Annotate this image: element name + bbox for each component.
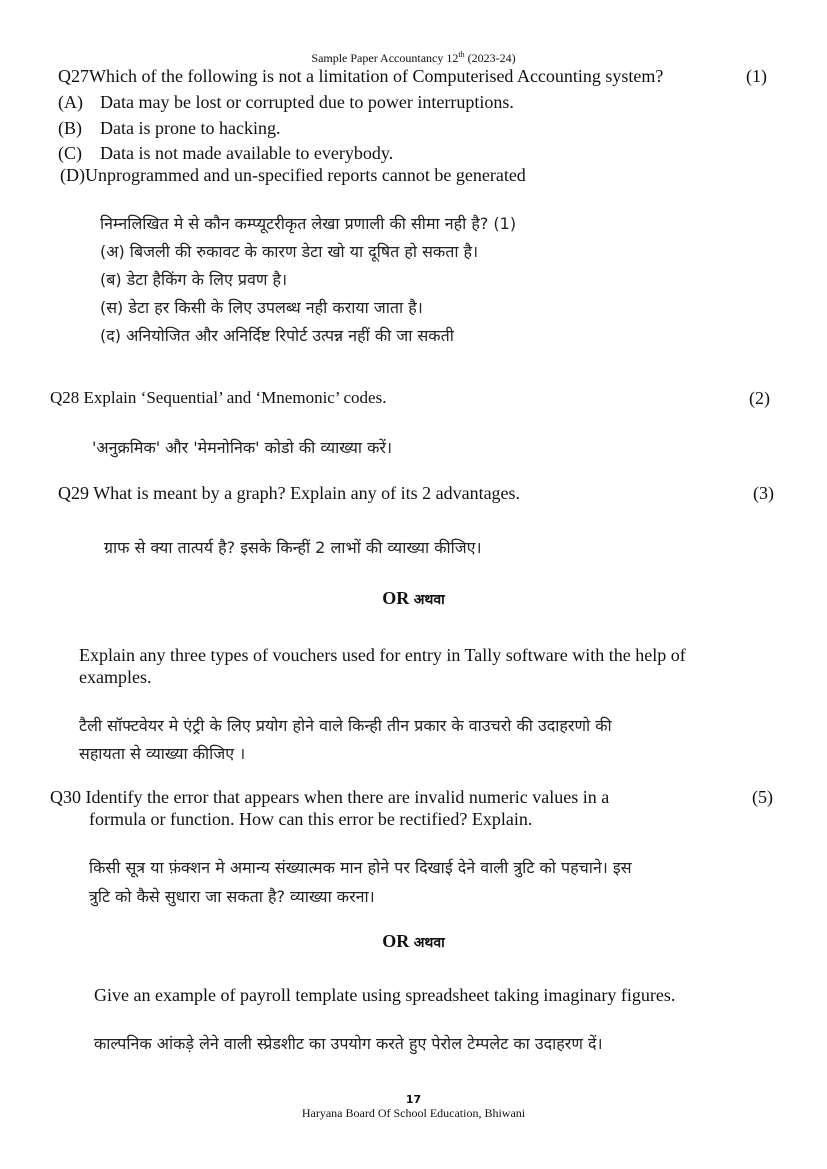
question-text: Which of the following is not a limitation of Computerised Accounting system? — [89, 66, 664, 86]
or-separator — [0, 931, 827, 952]
question-27-stem — [58, 66, 663, 87]
header-sup: th — [458, 50, 465, 59]
marks-badge: (5) — [752, 787, 773, 807]
hindi-question: 'अनुक्रमिक' और 'मेमनोनिक' कोडो की व्याख्या करें। — [92, 438, 393, 457]
question-number: Q29 — [58, 483, 89, 503]
question-text-line-2: formula or function. How can this error be rectified? Explain. — [89, 809, 533, 829]
option-b-text: Data is prone to hacking. — [100, 118, 281, 138]
hindi-question: ग्राफ से क्या तात्पर्य है? इसके किन्हीं 2 लाभों की व्याख्या कीजिए। — [104, 538, 482, 557]
question-text: Identify the error that appears when there are invalid numeric values in a — [85, 787, 610, 807]
or-label: OR — [382, 588, 410, 608]
hindi-option-d: (द) अनियोजित और अनिर्दिष्ट रिपोर्ट उत्पन्न नहीं की जा सकती — [100, 326, 454, 345]
question-text: Explain ‘Sequential’ and ‘Mnemonic’ codes. — [83, 388, 387, 407]
question-text: What is meant by a graph? Explain any of its 2 advantages. — [93, 483, 521, 503]
hindi-option-b: (ब) डेटा हैकिंग के लिए प्रवण है। — [100, 270, 288, 289]
question-number: Q27 — [58, 66, 89, 86]
alt-question-line-1: Explain any three types of vouchers used for entry in Tally software with the help of — [79, 645, 686, 665]
option-label: (B) — [58, 118, 82, 138]
option-c — [58, 143, 82, 164]
alt-hindi-line-1: टैली सॉफ्टवेयर मे एंट्री के लिए प्रयोग होने वाले किन्ही तीन प्रकार के वाउचरो की उदाहरणो की — [79, 716, 612, 735]
hindi-question: निम्नलिखित मे से कौन कम्प्यूटरीकृत लेखा प्रणाली की सीमा नही है? (1) — [100, 214, 517, 233]
alt-hindi-line-2: सहायता से व्याख्या कीजिए । — [79, 744, 246, 763]
marks-badge: (3) — [753, 483, 774, 503]
question-number: Q30 — [50, 787, 81, 807]
or-hindi: अथवा — [413, 935, 445, 951]
option-c-text: Data is not made available to everybody. — [100, 143, 394, 163]
question-29-stem — [58, 483, 520, 504]
page-number: 17 — [405, 1093, 422, 1106]
or-label: OR — [382, 931, 410, 951]
option-label: (C) — [58, 143, 82, 163]
hindi-option-c: (स) डेटा हर किसी के लिए उपलब्ध नही कराया जाता है। — [100, 298, 423, 317]
option-a-text: Data may be lost or corrupted due to power interruptions. — [100, 92, 514, 112]
option-a — [58, 92, 83, 113]
hindi-question-line-1: किसी सूत्र या फ़ंक्शन मे अमान्य संख्यात्मक मान होने पर दिखाई देने वाली त्रुटि को पहचाने। इस — [89, 858, 632, 877]
footer-board: Haryana Board Of School Education, Bhiwani — [301, 1106, 526, 1120]
page-header — [0, 50, 827, 66]
alt-question: Give an example of payroll template using spreadsheet taking imaginary figures. — [94, 985, 676, 1005]
question-number: Q28 — [50, 388, 80, 407]
hindi-question-line-2: त्रुटि को कैसे सुधारा जा सकता है? व्याख्या करना। — [89, 887, 375, 906]
marks-badge: (2) — [749, 388, 770, 408]
option-b — [58, 118, 82, 139]
hindi-option-a: (अ) बिजली की रुकावट के कारण डेटा खो या दूषित हो सकता है। — [100, 242, 479, 261]
option-label: (A) — [58, 92, 83, 112]
or-separator — [0, 588, 827, 609]
question-28-stem — [50, 388, 386, 408]
alt-question-line-2: examples. — [79, 667, 152, 687]
alt-hindi: काल्पनिक आंकड़े लेने वाली स्प्रेडशीट का उपयोग करते हुए पेरोल टेम्पलेट का उदाहरण दें। — [94, 1034, 603, 1053]
marks-badge: (1) — [746, 66, 767, 86]
header-year: (2023-24) — [464, 51, 516, 65]
option-d: (D)Unprogrammed and un-specified reports cannot be generated — [60, 165, 526, 185]
header-title: Sample Paper Accountancy 12 — [311, 51, 459, 65]
or-hindi: अथवा — [413, 592, 445, 608]
question-30-stem — [50, 787, 609, 808]
